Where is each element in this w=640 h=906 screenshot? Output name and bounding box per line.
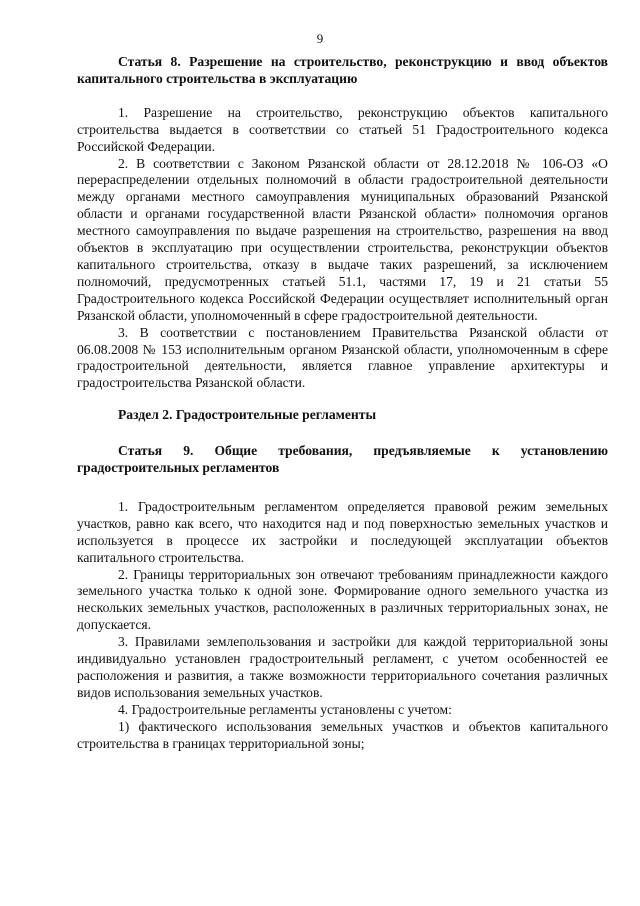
article-8-paragraph-1: 1. Разрешение на строительство, реконструкцию объектов капитального строительства выдается в соответствии со статьей 51 Градостроительного кодекса Российской Федерации. <box>77 104 608 154</box>
article-9-paragraph-5: 1) фактического использования земельных участков и объектов капитального строительства в границах территориальной зоны; <box>77 718 608 751</box>
page-number: 9 <box>316 31 324 46</box>
article-9-heading: Статья 9. Общие требования, предъявляемые к установлению градостроительных регламентов <box>77 443 608 476</box>
article-8-heading: Статья 8. Разрешение на строительство, реконструкцию и ввод объектов капитального строительства в эксплуатацию <box>77 54 608 86</box>
article-9-paragraph-4: 4. Градостроительные регламенты установлены с учетом: <box>118 701 452 717</box>
article-9-paragraph-1: 1. Градостроительным регламентом определяется правовой режим земельных участков, равно как всего, что находится над и под поверхностью земельных участков и используется в процессе их застройки и последующей эксплуатации объектов капитального строительства. <box>77 498 608 565</box>
article-9-paragraph-3: 3. Правилами землепользования и застройки для каждой территориальной зоны индивидуально установлен градостроительный регламент, с учетом особенностей ее расположения и развития, а также возможности территориального сочетания различных видов использования земельных участков. <box>77 634 608 700</box>
article-8-paragraph-3: 3. В соответствии с постановлением Правительства Рязанской области от 06.08.2008 № 153 исполнительным органом Рязанской области, уполномоченным в сфере градостроительной деятельности, является главное управление архитектуры и градостроительства Рязанской области. <box>77 324 608 391</box>
article-9-paragraph-2: 2. Границы территориальных зон отвечают требованиям принадлежности каждого земельного участка только к одной зоне. Формирование одного земельного участка из нескольких земельных участков, расположенных в различных территориальных зонах, не допускается. <box>77 566 608 633</box>
article-8-paragraph-2: 2. В соответствии с Законом Рязанской области от 28.12.2018 № 106-ОЗ «О перераспределении отдельных полномочий в области градостроительной деятельности между органами местного самоуправления муниципальных образований Рязанской области и органами государственной власти Рязанской области» полномочия органов местного самоуправления по выдаче разрешения на строительство, разрешения на ввод объектов в эксплуатацию при осуществлении строительства, реконструкции объектов капитального строительства, отказу в выдаче таких разрешений, за исключением полномочий, предусмотренных статьей 51.1, частями 17, 19 и 21 статьи 55 Градостроительного кодекса Российской Федерации осуществляет исполнительный орган Рязанской области, уполномоченный в сфере градостроительной деятельности. <box>77 155 608 323</box>
document-body <box>77 54 608 753</box>
section-2-heading: Раздел 2. Градостроительные регламенты <box>118 407 377 423</box>
